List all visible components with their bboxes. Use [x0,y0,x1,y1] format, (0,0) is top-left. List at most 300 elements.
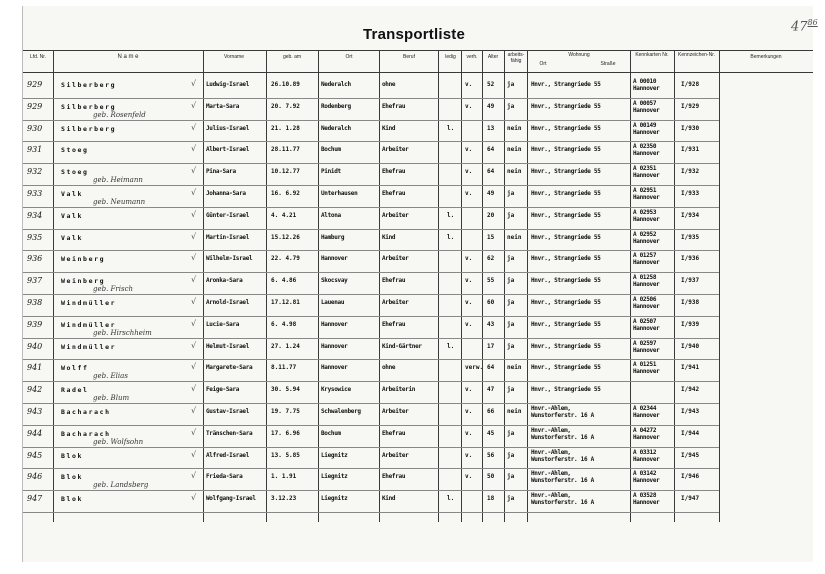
cell-vorname: Albert-Israel [206,146,250,154]
cell-verh: v. [465,451,473,459]
cell-name: Weinberg [61,277,106,286]
cell-ort: Skocsvay [321,277,348,285]
cell-kennkarte [633,252,660,266]
cell-arbeitsfaehig: ja [507,277,515,285]
cell-geb-am: 6. 4.86 [271,277,297,285]
cell-beruf: ohne [382,81,396,88]
cell-lfd-nr: 929 [27,80,43,89]
cell-kennkarte-city: Hannover [633,346,660,354]
cell-beruf: Arbeiterin [382,386,416,394]
cell-vorname: Ludwig-Israel [206,81,250,88]
cell-ort: Hannover [321,342,348,350]
cell-lfd-nr: 944 [27,428,43,438]
cell-alter: 60 [487,299,495,306]
cell-wohnung-line1: Hnvr., Strangriede 55 [531,190,601,197]
cell-name: Wolff [61,364,89,373]
cell-ort: Bochum [321,146,341,154]
cell-vorname: Günter-Israel [206,211,250,219]
cell-wohnung [531,343,601,350]
cell-geb-am: 15.12.26 [271,233,300,241]
cell-vorname: Johanna-Sara [206,190,246,197]
cell-alter: 64 [487,168,495,176]
cell-kennzeichen: I/937 [681,277,700,285]
cell-kennzeichen: I/938 [681,299,700,306]
header-beruf: Beruf [403,54,415,60]
cell-ledig: l. [447,342,455,350]
check-mark-icon: √ [191,493,197,503]
table-row [23,98,813,119]
document-page [22,6,818,562]
cell-kennkarte [633,187,660,201]
cell-wohnung-line1: Hnvr.-Ahlem, [531,470,571,478]
cell-arbeitsfaehig: ja [507,386,515,394]
cell-vorname: Aronka-Sara [206,277,243,285]
header-wohnung: Wohnung [568,52,590,58]
cell-geb-am: 27. 1.24 [271,342,300,350]
header-wohnung-ort: Ort [539,61,547,67]
cell-kennkarte-number: A 02344 [633,405,657,412]
cell-wohnung [531,470,594,484]
table-row [23,163,813,184]
cell-kennkarte-number: A 02597 [633,339,657,347]
cell-beruf: Kind [382,495,396,503]
cell-kennzeichen: I/945 [681,451,700,459]
cell-kennkarte-city: Hannover [633,281,660,289]
page-number [791,18,818,34]
table-row [23,316,813,337]
cell-beruf: Ehefrau [382,168,406,176]
cell-wohnung-line2: Wunstorferstr. 16 A [531,433,594,441]
cell-kennkarte-city: Hannover [633,455,660,463]
cell-ort: Nederalch [321,124,351,132]
cell-kennkarte [633,492,660,506]
cell-kennkarte-number: A 04272 [633,426,657,434]
cell-arbeitsfaehig: ja [507,102,515,110]
page-number-sub: 86 [807,18,818,27]
table-row [23,490,813,511]
cell-alter: 55 [487,277,495,285]
check-mark-icon: √ [191,231,197,241]
cell-ledig: l. [447,495,455,503]
header-vorname: Vorname [223,54,244,60]
cell-wohnung [531,168,601,175]
cell-kennkarte-city: Hannover [633,194,660,201]
check-mark-icon: √ [191,318,197,328]
cell-arbeitsfaehig: nein [507,364,522,372]
cell-ort: Lauenau [321,299,345,306]
cell-wohnung-line1: Hnvr., Strangriede 55 [531,320,601,328]
row-divider [23,512,719,513]
cell-name: Stoeg [61,168,89,177]
cell-wohnung-line2: Wunstorferstr. 16 A [531,499,594,507]
cell-alter: 15 [487,233,495,241]
table-row [23,185,813,206]
cell-lfd-nr: 930 [27,123,43,133]
cell-wohnung-line1: Hnvr.-Ahlem, [531,492,571,500]
handwritten-note: geb. Blum [93,394,130,403]
check-mark-icon: √ [191,122,197,132]
table-row [23,229,813,250]
cell-kennzeichen: I/940 [681,342,700,350]
cell-kennkarte [633,405,660,419]
cell-kennkarte [633,296,660,310]
cell-ort: Liegnitz [321,451,348,459]
cell-wohnung [531,277,601,284]
cell-wohnung-line2: Wunstorferstr. 16 A [531,455,594,463]
cell-lfd-nr: 929 [27,101,43,111]
cell-beruf: ohne [382,364,396,372]
cell-beruf: Arbeiter [382,408,409,415]
cell-ort: Rodenberg [321,102,351,110]
cell-ledig: l. [447,233,455,241]
handwritten-note: geb. Elias [93,372,128,381]
cell-arbeitsfaehig: nein [507,233,522,241]
cell-wohnung-line1: Hnvr., Strangriede 55 [531,146,601,154]
cell-name: Blok [61,473,84,482]
cell-arbeitsfaehig: ja [507,255,515,263]
handwritten-note: geb. Landsberg [93,481,149,490]
cell-kennkarte-number: A 00057 [633,99,657,107]
cell-kennkarte [633,231,660,245]
cell-lfd-nr: 940 [27,341,43,351]
check-mark-icon: √ [191,384,197,394]
cell-wohnung [531,146,601,153]
cell-ort: Bochum [321,429,341,437]
cell-wohnung [531,386,601,393]
cell-kennkarte-city: Hannover [633,412,660,419]
cell-wohnung-line1: Hnvr., Strangriede 55 [531,168,601,176]
check-mark-icon: √ [191,166,197,176]
cell-kennkarte-city: Hannover [633,259,660,267]
cell-vorname: Alfred-Israel [206,451,250,459]
cell-name: Windmüller [61,299,117,307]
cell-verh: v. [465,81,473,88]
table-row [23,425,813,446]
cell-beruf: Kind-Gärtner [382,342,422,350]
cell-name: Valk [61,190,84,198]
cell-alter: 56 [487,451,495,459]
table-row [23,76,813,97]
cell-ort: Nederalch [321,81,351,88]
cell-ledig: l. [447,211,455,219]
cell-kennkarte [633,100,660,114]
cell-vorname: Julius-Israel [206,124,250,132]
check-mark-icon: √ [191,449,197,459]
cell-kennkarte-city: Hannover [633,303,660,310]
cell-arbeitsfaehig: nein [507,146,522,154]
cell-beruf: Arbeiter [382,299,409,306]
table-row [23,120,813,141]
header-ledig: ledig [445,54,456,60]
cell-kennkarte-city: Hannover [633,324,660,332]
cell-lfd-nr: 938 [27,298,43,307]
cell-vorname: Marta-Sara [206,102,240,110]
cell-ort: Unterhausen [321,190,358,197]
cell-ort: Hannover [321,364,348,372]
cell-geb-am: 3.12.23 [271,495,297,503]
cell-vorname: Lucie-Sara [206,320,240,328]
cell-beruf: Ehefrau [382,429,406,437]
cell-geb-am: 13. 5.85 [271,451,300,459]
cell-ledig: l. [447,124,455,132]
check-mark-icon: √ [191,340,197,350]
cell-kennzeichen: I/936 [681,255,700,263]
page-number-main: 47 [791,19,808,35]
cell-wohnung-line1: Hnvr.-Ahlem, [531,405,571,412]
cell-verh: v. [465,473,473,481]
cell-kennkarte [633,143,660,157]
cell-arbeitsfaehig: ja [507,429,515,437]
cell-verh: v. [465,408,473,415]
cell-kennkarte-city: Hannover [633,433,660,441]
cell-name: Windmüller [61,320,117,329]
check-mark-icon: √ [191,427,197,437]
cell-geb-am: 17. 6.96 [271,429,300,437]
cell-wohnung-line1: Hnvr., Strangriede 55 [531,233,601,241]
cell-kennzeichen: I/933 [681,190,700,197]
cell-kennkarte-city: Hannover [633,477,660,485]
cell-wohnung-line1: Hnvr., Strangriede 55 [531,277,601,285]
cell-ort: Schwalenberg [321,408,361,415]
cell-beruf: Ehefrau [382,277,406,285]
table-row [23,294,813,315]
table-row [23,250,813,271]
cell-name: Stoeg [61,146,89,155]
cell-geb-am: 30. 5.94 [271,386,300,394]
cell-alter: 49 [487,190,495,197]
cell-alter: 47 [487,386,495,394]
cell-wohnung [531,492,594,506]
table-row [23,381,813,402]
cell-ort: Liegnitz [321,495,348,503]
cell-ort: Liegnitz [321,473,348,481]
table-top-border [23,50,813,51]
cell-kennkarte-city: Hannover [633,172,660,180]
cell-wohnung-line1: Hnvr., Strangriede 55 [531,342,601,350]
check-mark-icon: √ [191,253,197,263]
header-arbeitsfaehig: arbeits-fähig [507,52,525,64]
cell-name: Valk [61,233,84,242]
cell-vorname: Gustav-Israel [206,408,250,415]
cell-lfd-nr: 946 [27,472,43,482]
cell-geb-am: 4. 4.21 [271,211,297,219]
table-row [23,272,813,293]
cell-alter: 66 [487,408,495,415]
cell-geb-am: 19. 7.75 [271,408,300,415]
cell-kennzeichen: I/941 [681,364,700,372]
cell-kennkarte [633,427,660,441]
cell-kennzeichen: I/947 [681,495,700,503]
cell-lfd-nr: 937 [27,276,43,286]
cell-wohnung [531,299,601,306]
cell-kennkarte-number: A 03312 [633,448,657,456]
cell-beruf: Arbeiter [382,211,409,219]
cell-name: Valk [61,211,84,220]
check-mark-icon: √ [191,100,197,110]
cell-alter: 13 [487,124,495,132]
header-kennkarten-nr: Kennkarten Nr. [635,52,669,58]
cell-kennkarte-number: A 01257 [633,252,657,260]
header-kennzeichen-nr: Kennzeichen-Nr. [678,52,715,58]
cell-verh: v. [465,168,473,176]
cell-vorname: Feige-Sara [206,386,240,394]
cell-alter: 18 [487,495,495,503]
table-row [23,141,813,162]
cell-kennzeichen: I/943 [681,408,700,415]
cell-wohnung [531,405,594,419]
cell-lfd-nr: 947 [27,494,43,504]
cell-ort: Krysowice [321,386,351,394]
cell-vorname: Helmut-Israel [206,342,250,350]
check-mark-icon: √ [191,209,197,219]
cell-alter: 17 [487,342,495,350]
cell-arbeitsfaehig: ja [507,299,515,306]
cell-kennkarte-number: A 02506 [633,296,657,303]
cell-kennzeichen: I/932 [681,168,700,176]
cell-kennkarte-city: Hannover [633,106,660,114]
cell-kennkarte [633,318,660,332]
cell-wohnung [531,190,601,197]
cell-kennkarte-number: A 01251 [633,361,657,369]
header-alter: Alter [487,54,499,60]
cell-beruf: Arbeiter [382,451,409,459]
check-mark-icon: √ [191,79,197,88]
cell-kennzeichen: I/931 [681,146,700,154]
cell-lfd-nr: 935 [27,232,43,242]
cell-name: Blok [61,495,84,504]
cell-wohnung [531,449,594,463]
cell-alter: 43 [487,320,495,328]
cell-arbeitsfaehig: ja [507,211,515,219]
cell-vorname: Pina-Sara [206,168,236,176]
cell-kennkarte-number: A 00149 [633,121,657,129]
cell-wohnung-line1: Hnvr.-Ahlem, [531,426,571,434]
cell-wohnung-line1: Hnvr., Strangriede 55 [531,211,601,219]
cell-wohnung-line2: Wunstorferstr. 16 A [531,412,594,419]
cell-arbeitsfaehig: nein [507,168,522,176]
cell-geb-am: 10.12.77 [271,168,300,176]
check-mark-icon: √ [191,471,197,481]
cell-wohnung [531,125,601,132]
header-bottom-border [23,72,813,73]
cell-alter: 64 [487,146,495,154]
table-row [23,403,813,424]
cell-kennzeichen: I/935 [681,233,700,241]
cell-kennzeichen: I/929 [681,102,700,110]
cell-wohnung [531,103,601,110]
cell-kennkarte-number: A 02953 [633,208,657,216]
cell-wohnung [531,364,601,371]
cell-verh: v. [465,277,473,285]
handwritten-note: geb. Rosenfeld [93,110,146,119]
cell-wohnung-line2: Wunstorferstr. 16 A [531,477,594,485]
cell-arbeitsfaehig: ja [507,320,515,328]
cell-wohnung [531,427,594,441]
cell-vorname: Margarete-Sara [206,364,253,372]
cell-alter: 52 [487,81,495,88]
cell-kennkarte-number: A 03142 [633,470,657,478]
cell-wohnung-line1: Hnvr., Strangriede 55 [531,299,601,306]
cell-verh: v. [465,386,473,394]
cell-lfd-nr: 932 [27,167,43,177]
cell-kennkarte-city: Hannover [633,499,660,507]
cell-kennkarte-number: A 01258 [633,274,657,282]
cell-geb-am: 16. 6.92 [271,190,300,197]
cell-lfd-nr: 939 [27,319,43,329]
cell-wohnung-line1: Hnvr., Strangriede 55 [531,102,601,110]
cell-wohnung-line1: Hnvr., Strangriede 55 [531,124,601,132]
cell-geb-am: 28.11.77 [271,146,300,154]
table-row [23,447,813,468]
cell-name: Weinberg [61,255,106,264]
cell-verh: v. [465,102,473,110]
cell-geb-am: 17.12.81 [271,299,300,306]
cell-wohnung-line1: Hnvr., Strangriede 55 [531,364,601,372]
cell-kennkarte [633,122,660,136]
cell-kennzeichen: I/939 [681,320,700,328]
cell-arbeitsfaehig: ja [507,190,515,197]
cell-kennkarte [633,209,660,223]
table-row [23,468,813,489]
cell-lfd-nr: 942 [27,385,43,395]
cell-vorname: Martin-Israel [206,233,250,241]
cell-kennzeichen: I/930 [681,124,700,132]
cell-arbeitsfaehig: ja [507,81,515,88]
cell-kennkarte-city: Hannover [633,85,660,92]
cell-kennkarte [633,361,660,375]
cell-kennkarte-city: Hannover [633,128,660,136]
cell-geb-am: 8.11.77 [271,364,297,372]
cell-beruf: Ehefrau [382,190,406,197]
header-bemerkungen: Bemerkungen [750,54,782,60]
cell-beruf: Ehefrau [382,320,406,328]
cell-beruf: Kind [382,124,396,132]
cell-verh: verw. [465,364,484,372]
header-geb-am: geb. am [282,54,302,60]
cell-kennkarte [633,274,660,288]
header-ort: Ort [345,54,353,60]
cell-kennkarte-city: Hannover [633,368,660,376]
cell-lfd-nr: 941 [27,363,43,373]
cell-beruf: Ehefrau [382,102,406,110]
cell-ort: Hannover [321,320,348,328]
cell-wohnung-line1: Hnvr.-Ahlem, [531,448,571,456]
cell-verh: v. [465,320,473,328]
cell-lfd-nr: 936 [27,254,43,264]
cell-vorname: Wilhelm-Israel [206,255,253,263]
cell-alter: 45 [487,429,495,437]
cell-kennkarte [633,78,660,92]
cell-wohnung [531,234,601,241]
cell-geb-am: 22. 4.79 [271,255,300,263]
document-title: Transportliste [363,26,465,43]
cell-lfd-nr: 943 [27,407,43,416]
cell-wohnung-line1: Hnvr., Strangriede 55 [531,255,601,263]
cell-alter: 49 [487,102,495,110]
cell-kennzeichen: I/946 [681,473,700,481]
cell-kennkarte-number: A 00010 [633,78,657,85]
cell-kennkarte [633,470,660,484]
cell-name: Silberberg [61,102,117,111]
header-wohnung-strasse: Straße [600,61,616,67]
cell-verh: v. [465,255,473,263]
cell-vorname: Wolfgang-Israel [206,495,256,503]
cell-geb-am: 6. 4.98 [271,320,297,328]
cell-ort: Pinidt [321,168,341,176]
table-row [23,207,813,228]
cell-lfd-nr: 933 [27,189,43,198]
cell-wohnung [531,212,601,219]
